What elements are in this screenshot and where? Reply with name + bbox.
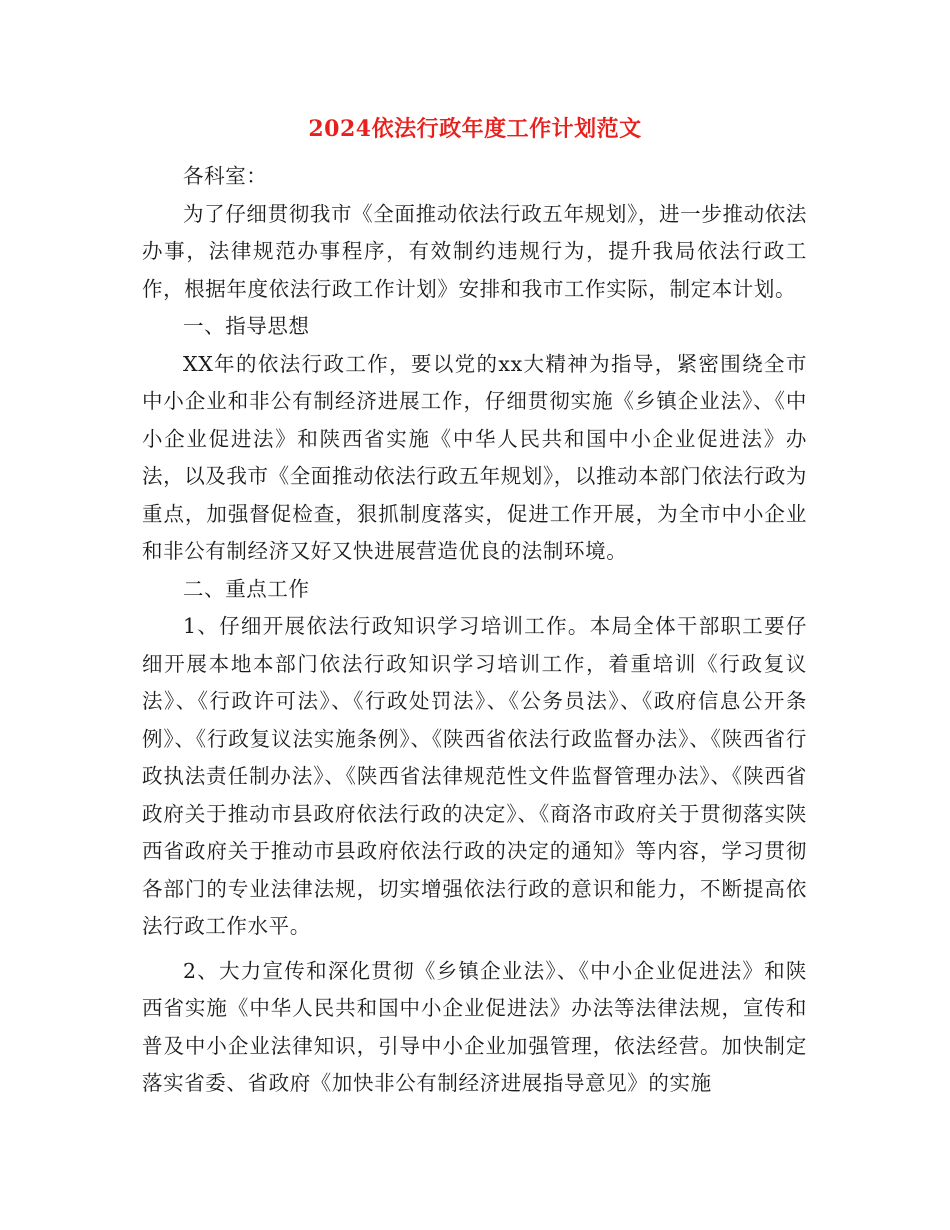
section-heading-key-work: 二、重点工作 xyxy=(183,576,310,601)
key-work-item-2: 2、大力宣传和深化贯彻《乡镇企业法》、《中小企业促进法》和陕西省实施《中华人民共和国中小企业促进法》办法等法律法规，宣传和普及中小企业法律知识，引导中小企业加强管理，依法经营。加快制定落实省委、省政府《加快非公有制经济进展指导意见》的实施 xyxy=(142,958,807,1095)
document-body xyxy=(142,158,807,1103)
key-work-item-1: 1、仔细开展依法行政知识学习培训工作。本局全体干部职工要仔细开展本地本部门依法行政知识学习培训工作，着重培训《行政复议法》、《行政许可法》、《行政处罚法》、《公务员法》、《政府信息公开条例》、《行政复议法实施条例》、《陕西省依法行政监督办法》、《陕西省行政执法责任制办法》、《陕西省法律规范性文件监督管理办法》、《陕西省政府关于推动市县政府依法行政的决定》、《商洛市政府关于贯彻落实陕西省政府关于推动市县政府依法行政的决定的通知》等内容，学习贯彻各部门的专业法律法规，切实增强依法行政的意识和能力，不断提高依法行政工作水平。 xyxy=(142,614,807,938)
section-heading-guiding-ideology: 一、指导思想 xyxy=(183,314,310,338)
guiding-ideology-paragraph: XX年的依法行政工作，要以党的xx大精神为指导，紧密围绕全市中小企业和非公有制经济进展工作，仔细贯彻实施《乡镇企业法》、《中小企业促进法》和陕西省实施《中华人民共和国中小企业促进法》办法，以及我市《全面推动依法行政五年规划》，以推动本部门依法行政为重点，加强督促检查，狠抓制度落实，促进工作开展，为全市中小企业和非公有制经济又好又快进展营造优良的法制环境。 xyxy=(142,351,807,563)
document-title: 2024依法行政年度工作计划范文 xyxy=(308,116,642,142)
intro-paragraph: 为了仔细贯彻我市《全面推动依法行政五年规划》，进一步推动依法办事，法律规范办事程序，有效制约违规行为，提升我局依法行政工作，根据年度依法行政工作计划》安排和我市工作实际，制定本计划。 xyxy=(142,201,807,301)
salutation: 各科室： xyxy=(183,164,268,188)
